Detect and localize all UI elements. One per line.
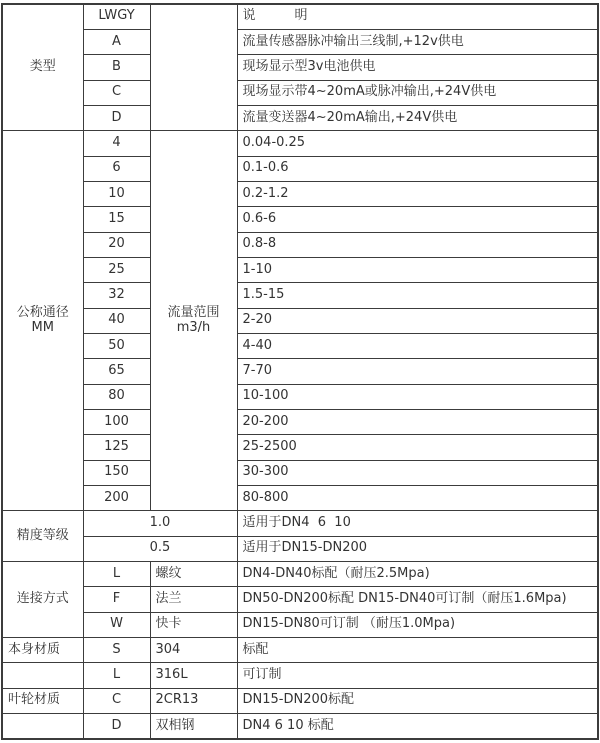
material-code-cell: D [83, 714, 150, 739]
material-name-cell: 316L [150, 663, 237, 688]
accuracy-grade-cell: 0.5 [83, 536, 237, 561]
diameter-label-line1: 公称通径 [16, 304, 69, 320]
table-row [2, 4, 598, 29]
range-cell: 1-10 [237, 257, 598, 282]
connection-name-cell: 快卡 [150, 612, 237, 637]
type-desc-cell: 现场显示型3v电池供电 [237, 55, 598, 80]
flow-range-label-line1: 流量范围 [167, 304, 220, 320]
range-cell: 20-200 [237, 410, 598, 435]
material-name-cell: 双相钢 [150, 714, 237, 739]
table-row [2, 486, 598, 511]
range-cell: 25-2500 [237, 435, 598, 460]
range-cell: 1.5-15 [237, 283, 598, 308]
range-cell: 80-800 [237, 486, 598, 511]
table-row [2, 359, 598, 384]
range-cell: 0.6-6 [237, 207, 598, 232]
table-row [2, 562, 598, 587]
type-code-cell: D [83, 105, 150, 130]
table-row [2, 663, 598, 688]
table-row [2, 410, 598, 435]
type-desc-cell: 流量变送器4~20mA输出,+24V供电 [237, 105, 598, 130]
table-row [2, 80, 598, 105]
range-cell: 10-100 [237, 384, 598, 409]
material-label-cell [2, 663, 83, 688]
connection-code-cell: L [83, 562, 150, 587]
dn-cell: 15 [83, 207, 150, 232]
table-row [2, 156, 598, 181]
table-row [2, 435, 598, 460]
table-row [2, 207, 598, 232]
connection-desc-cell: DN15-DN80可订制 （耐压1.0Mpa) [237, 612, 598, 637]
accuracy-grade-cell: 1.0 [83, 511, 237, 536]
dn-cell: 6 [83, 156, 150, 181]
material-label-cell [2, 714, 83, 739]
connection-name-cell: 法兰 [150, 587, 237, 612]
range-cell: 30-300 [237, 460, 598, 485]
type-desc-cell: 现场显示带4~20mA或脉冲输出,+24V供电 [237, 80, 598, 105]
dn-cell: 200 [83, 486, 150, 511]
dn-cell: 10 [83, 181, 150, 206]
type-label-cell: 类型 [2, 4, 83, 131]
range-cell: 0.04-0.25 [237, 131, 598, 156]
table-row [2, 511, 598, 536]
table-row [2, 105, 598, 130]
material-label-cell: 叶轮材质 [2, 688, 83, 713]
material-code-cell: C [83, 688, 150, 713]
flow-range-label-cell [150, 131, 237, 511]
diameter-label-line2: MM [31, 319, 54, 335]
type-code-cell: A [83, 29, 150, 54]
flow-range-label-line2: m3/h [176, 319, 211, 335]
material-code-cell: L [83, 663, 150, 688]
material-desc-cell: DN15-DN200标配 [237, 688, 598, 713]
range-cell: 2-20 [237, 308, 598, 333]
table-row [2, 384, 598, 409]
material-label-cell: 本身材质 [2, 638, 83, 663]
connection-code-cell: F [83, 587, 150, 612]
table-row [2, 232, 598, 257]
table-row [2, 536, 598, 561]
dn-cell: 150 [83, 460, 150, 485]
range-cell: 0.1-0.6 [237, 156, 598, 181]
connection-label-cell: 连接方式 [2, 562, 83, 638]
table-row [2, 308, 598, 333]
table-row [2, 587, 598, 612]
type-desc-cell: 流量传感器脉冲输出三线制,+12v供电 [237, 29, 598, 54]
connection-desc-cell: DN4-DN40标配（耐压2.5Mpa) [237, 562, 598, 587]
model-cell: LWGY [83, 4, 150, 29]
diameter-label-cell [2, 131, 83, 511]
range-cell: 0.2-1.2 [237, 181, 598, 206]
dn-cell: 40 [83, 308, 150, 333]
accuracy-desc-cell: 适用于DN15-DN200 [237, 536, 598, 561]
dn-cell: 80 [83, 384, 150, 409]
table-row [2, 283, 598, 308]
table-row [2, 612, 598, 637]
table-row [2, 333, 598, 358]
dn-cell: 100 [83, 410, 150, 435]
dn-cell: 50 [83, 333, 150, 358]
dn-cell: 32 [83, 283, 150, 308]
description-header-cell: 说 明 [237, 4, 598, 29]
material-name-cell: 304 [150, 638, 237, 663]
table-row [2, 688, 598, 713]
accuracy-desc-cell: 适用于DN4 6 10 [237, 511, 598, 536]
range-cell: 0.8-8 [237, 232, 598, 257]
spec-table [1, 3, 599, 740]
range-cell: 4-40 [237, 333, 598, 358]
connection-name-cell: 螺纹 [150, 562, 237, 587]
table-row [2, 55, 598, 80]
dn-cell: 25 [83, 257, 150, 282]
table-row [2, 714, 598, 739]
range-cell: 7-70 [237, 359, 598, 384]
type-code-cell: C [83, 80, 150, 105]
material-desc-cell: 可订制 [237, 663, 598, 688]
material-desc-cell: DN4 6 10 标配 [237, 714, 598, 739]
dn-cell: 125 [83, 435, 150, 460]
accuracy-label-cell: 精度等级 [2, 511, 83, 562]
type-spacer-cell [150, 4, 237, 131]
table-row [2, 29, 598, 54]
dn-cell: 20 [83, 232, 150, 257]
table-row [2, 638, 598, 663]
material-code-cell: S [83, 638, 150, 663]
connection-code-cell: W [83, 612, 150, 637]
table-row [2, 181, 598, 206]
material-desc-cell: 标配 [237, 638, 598, 663]
connection-desc-cell: DN50-DN200标配 DN15-DN40可订制（耐压1.6Mpa) [237, 587, 598, 612]
table-row [2, 257, 598, 282]
type-code-cell: B [83, 55, 150, 80]
dn-cell: 65 [83, 359, 150, 384]
table-row [2, 460, 598, 485]
table-row [2, 131, 598, 156]
dn-cell: 4 [83, 131, 150, 156]
material-name-cell: 2CR13 [150, 688, 237, 713]
